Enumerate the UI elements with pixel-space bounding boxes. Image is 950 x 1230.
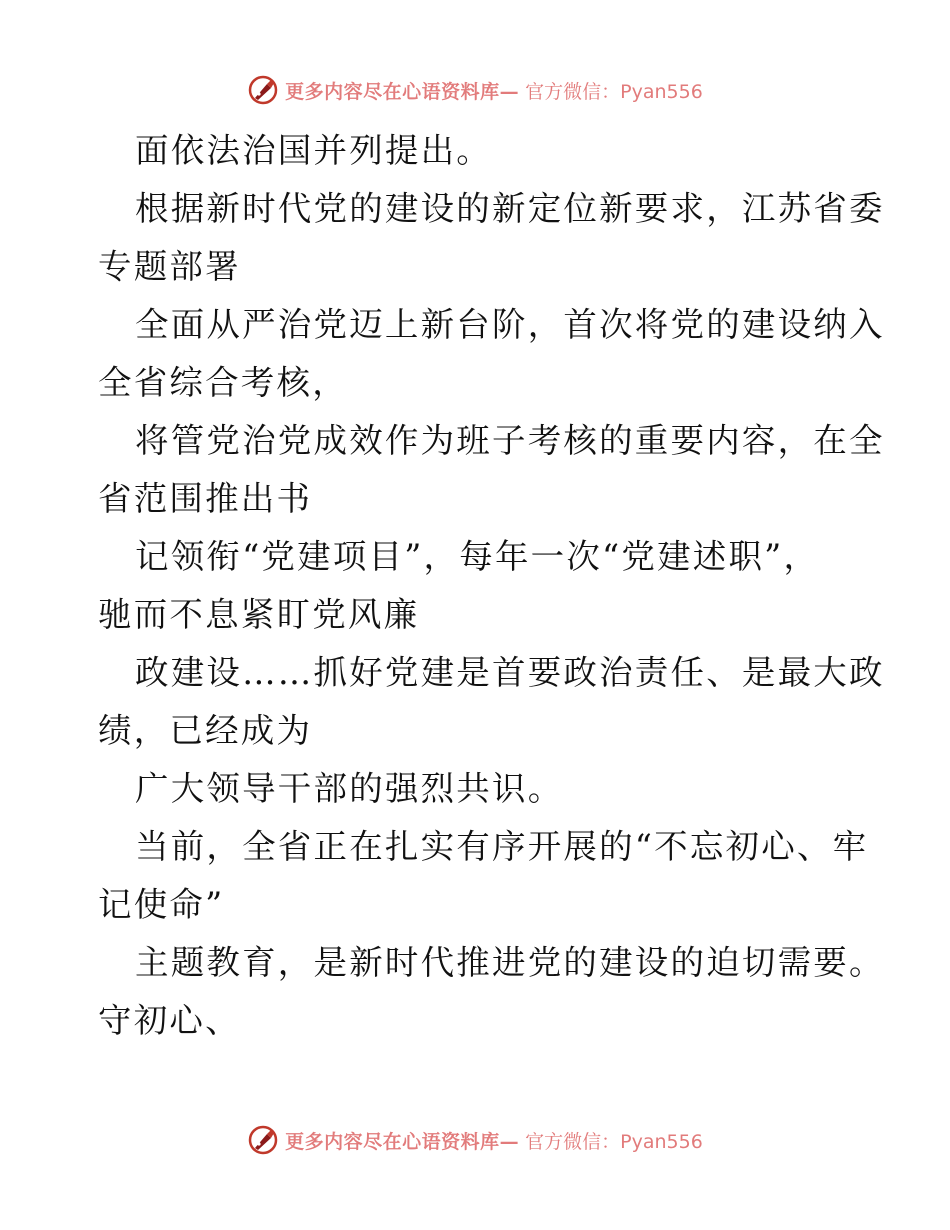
footer-brand-text: 更多内容尽在心语资料库— [285,1130,520,1153]
footer-banner [0,1122,950,1158]
text-line: 面依法治国并列提出。 [135,131,492,170]
footer-wechat-text: 官方微信：Pyan556 [525,1130,703,1153]
text-line: 根据新时代党的建设的新定位新要求，江苏省委 [135,189,885,228]
pen-nib-seal-icon [247,1124,279,1156]
text-line: 全面从严治党迈上新台阶，首次将党的建设纳入 [135,305,885,344]
text-line: 守初心、 [98,1001,241,1040]
text-line: 记使命” [98,885,225,924]
text-line: 省范围推出书 [98,479,313,518]
pen-nib-seal-icon [247,74,279,106]
text-line: 广大领导干部的强烈共识。 [135,769,564,808]
document-body [98,122,885,1050]
header-brand-text: 更多内容尽在心语资料库— [285,80,520,103]
text-line: 全省综合考核， [98,363,348,402]
text-line: 专题部署 [98,247,241,286]
header-wechat-text: 官方微信：Pyan556 [525,80,703,103]
text-line: 政建设……抓好党建是首要政治责任、是最大政 [135,653,885,692]
header-banner [0,72,950,108]
text-line: 当前，全省正在扎实有序开展的“不忘初心、牢 [135,827,869,866]
text-line: 将管党治党成效作为班子考核的重要内容，在全 [135,421,885,460]
text-line: 驰而不息紧盯党风廉 [98,595,420,634]
text-line: 记领衔“党建项目”，每年一次“党建述职”， [135,537,820,576]
text-line: 主题教育，是新时代推进党的建设的迫切需要。 [135,943,885,982]
text-line: 绩，已经成为 [98,711,313,750]
